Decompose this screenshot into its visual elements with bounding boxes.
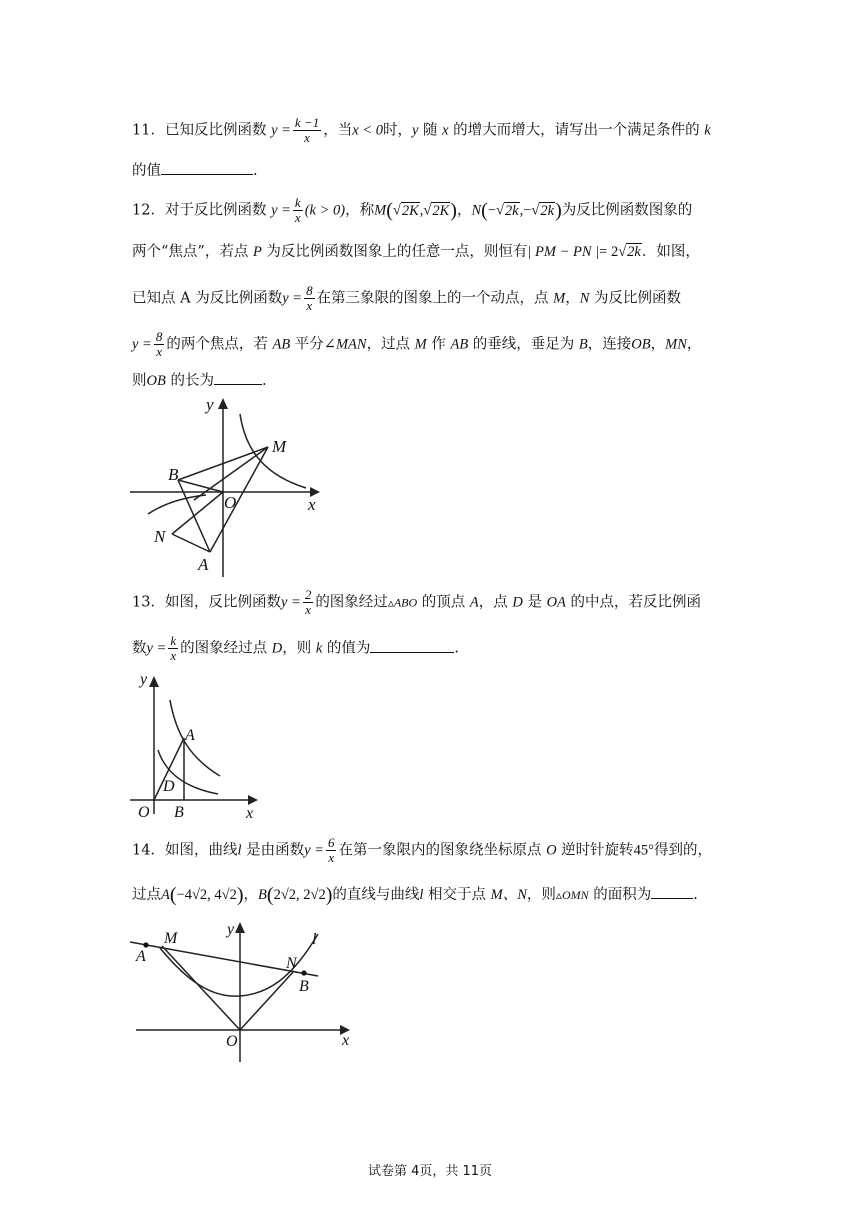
q13-label-y: y	[140, 671, 148, 688]
q12-line5: 则OB 的长为 .	[132, 370, 267, 391]
q14-label-O: O	[226, 1033, 238, 1050]
q12-fraction: $\frac{k}{x}$	[294, 195, 301, 225]
q12-label-y: y	[206, 395, 214, 414]
q12-figure	[128, 392, 338, 582]
q13-label-x: x	[246, 805, 254, 822]
q14-label-M: M	[164, 930, 178, 947]
q12-label-A: A	[198, 555, 209, 574]
q12-label-x: x	[308, 495, 316, 514]
q14-label-x: x	[342, 1032, 350, 1049]
q13-figure	[128, 668, 268, 820]
q14-line1: 14．如图，曲线l 是由函数y = $\frac{6}{x}$ 在第一象限内的图象绕坐标原点 O 逆时针旋转45°得到的，	[132, 835, 712, 865]
q11-answer-blank[interactable]	[161, 160, 253, 175]
q13-line1: 13．如图，反比例函数y = $\frac{2}{x}$ 的图象经过▵ABO 的顶点 A，点 D 是 OA 的中点，若反比例函	[132, 587, 702, 617]
q14-point-B	[301, 970, 306, 975]
q14-label-A: A	[136, 948, 146, 965]
q14-answer-blank[interactable]	[651, 884, 693, 899]
q12-label-B: B	[168, 465, 179, 484]
q12-label-M: M	[272, 437, 287, 456]
q13-answer-blank[interactable]	[370, 638, 454, 653]
q14-figure	[128, 916, 360, 1068]
q13-line2: 数y = $\frac{k}{x}$ 的图象经过点 D，则 k 的值为 .	[132, 633, 459, 663]
q12-answer-blank[interactable]	[214, 370, 262, 385]
q13-label-D: D	[163, 778, 175, 795]
q12-label-O: O	[224, 493, 237, 512]
q11-line2: 的值 .	[132, 160, 258, 181]
q14-line2: 过点A(−4√2, 4√2)，B(2√2, 2√2)的直线与曲线l 相交于点 M、N，则▵OMN 的面积为 .	[132, 884, 698, 906]
q12-line3: 已知点 A 为反比例函数y = $\frac{8}{x}$ 在第三象限的图象上的一个动点，点 M，N 为反比例函数	[132, 283, 682, 313]
q14-label-y: y	[227, 921, 235, 938]
q13-label-A: A	[185, 727, 195, 744]
page-footer: 试卷第 4页，共 11页	[367, 1164, 493, 1179]
q12-label-N: N	[154, 527, 166, 546]
q13-label-O: O	[138, 804, 150, 821]
q11-line1: 11．已知反比例函数 y = $\frac{k -1}{x}$ ，当x < 0时，y 随 x 的增大而增大，请写出一个满足条件的 k	[132, 115, 711, 145]
q12-line1: 12．对于反比例函数 y = $\frac{k}{x}$ (k > 0)，称M(√2K,√2K)，N(−√2k,−√2k)为反比例函数图象的	[132, 195, 693, 225]
q14-point-A	[143, 942, 148, 947]
q11-fraction: $\frac{k -1}{x}$	[294, 115, 320, 145]
q12-line4: y = $\frac{8}{x}$ 的两个焦点，若 AB 平分∠MAN，过点 M 作 AB 的垂线，垂足为 B，连接OB，MN，	[132, 329, 702, 359]
q14-label-B: B	[299, 978, 309, 995]
q14-label-l: l	[312, 931, 317, 948]
q13-label-B: B	[174, 804, 184, 821]
q12-line2: 两个“焦点”，若点 P 为反比例函数图象上的任意一点，则恒有| PM − PN |= 2√2k．如图，	[132, 244, 700, 260]
q14-label-N: N	[286, 955, 297, 972]
